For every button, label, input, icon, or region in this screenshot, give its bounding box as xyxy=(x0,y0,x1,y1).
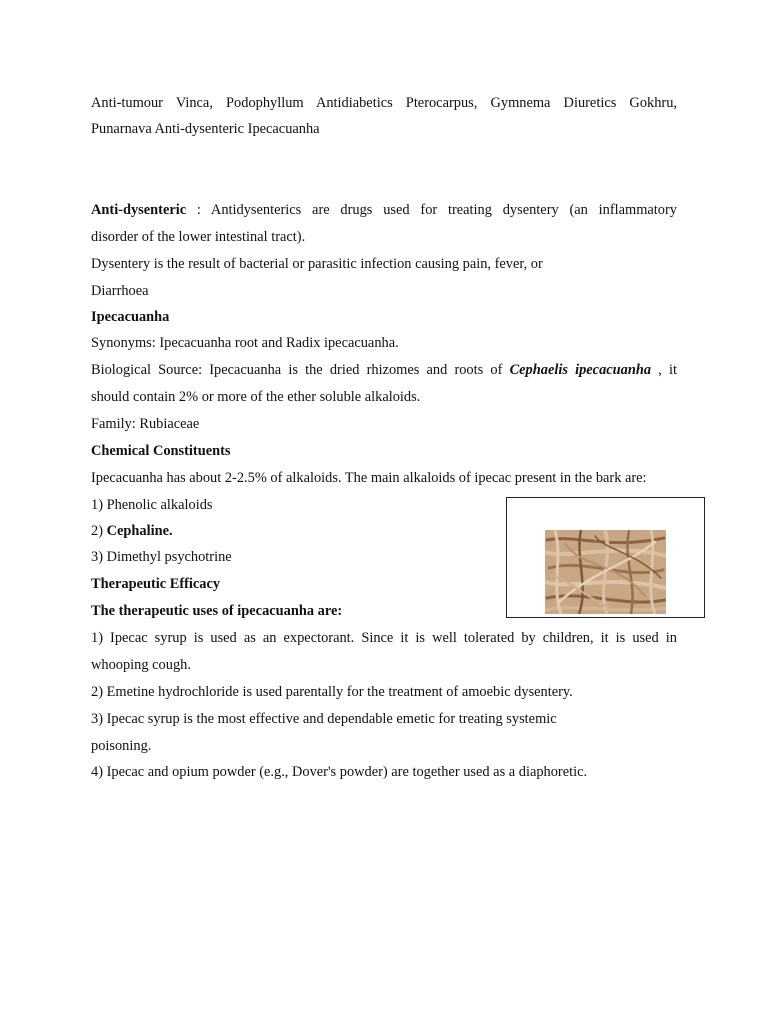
species-name: Cephaelis ipecacuanha xyxy=(509,362,652,378)
anti-dysenteric-definition xyxy=(91,201,677,219)
intro-line-1: Anti-tumour Vinca, Podophyllum Antidiabetics Pterocarpus, Gymnema Diuretics Gokhru, xyxy=(91,95,677,111)
constituent-item-1: 1) Phenolic alkaloids xyxy=(91,497,213,513)
constituent-item-2-name: Cephaline. xyxy=(106,523,173,539)
ipecacuanha-heading: Ipecacuanha xyxy=(91,309,170,325)
ipecacuanha-root-figure xyxy=(506,497,705,618)
biological-source-tail: , it xyxy=(651,362,677,378)
ipecacuanha-roots-photo xyxy=(545,530,666,614)
biological-source-text: Biological Source: Ipecacuanha is the dried rhizomes and roots of xyxy=(91,362,510,378)
anti-dysenteric-definition-text: : Antidysenterics are drugs used for treating dysentery (an inflammatory xyxy=(186,202,677,218)
constituent-item-2-number: 2) xyxy=(91,523,107,539)
anti-dysenteric-term: Anti-dysenteric xyxy=(91,202,187,218)
anti-dysenteric-definition-cont: disorder of the lower intestinal tract). xyxy=(91,229,306,245)
use-item-4: 4) Ipecac and opium powder (e.g., Dover's powder) are together used as a diaphoretic. xyxy=(91,764,588,780)
use-item-3-cont: poisoning. xyxy=(91,738,152,754)
constituent-item-3: 3) Dimethyl psychotrine xyxy=(91,549,232,565)
use-item-2: 2) Emetine hydrochloride is used parentally for the treatment of amoebic dysentery. xyxy=(91,684,573,700)
biological-source-line xyxy=(91,361,677,379)
constituents-heading: Chemical Constituents xyxy=(91,443,231,459)
constituent-item-2 xyxy=(91,522,173,540)
use-item-1: 1) Ipecac syrup is used as an expectorant. Since it is well tolerated by children, it is used in xyxy=(91,630,677,646)
use-item-1-cont: whooping cough. xyxy=(91,657,191,673)
constituents-intro: Ipecacuanha has about 2-2.5% of alkaloids. The main alkaloids of ipecac present in the bark are: xyxy=(91,470,647,486)
family-line: Family: Rubiaceae xyxy=(91,416,200,432)
biological-source-cont: should contain 2% or more of the ether soluble alkaloids. xyxy=(91,389,421,405)
use-item-3: 3) Ipecac syrup is the most effective and dependable emetic for treating systemic xyxy=(91,711,557,727)
dysentery-cause-cont: Diarrhoea xyxy=(91,283,149,299)
synonyms-line: Synonyms: Ipecacuanha root and Radix ipecacuanha. xyxy=(91,335,399,351)
intro-line-2: Punarnava Anti-dysenteric Ipecacuanha xyxy=(91,121,320,137)
efficacy-subheading: The therapeutic uses of ipecacuanha are: xyxy=(91,603,343,619)
efficacy-heading: Therapeutic Efficacy xyxy=(91,576,221,592)
dysentery-cause: Dysentery is the result of bacterial or parasitic infection causing pain, fever, or xyxy=(91,256,543,272)
